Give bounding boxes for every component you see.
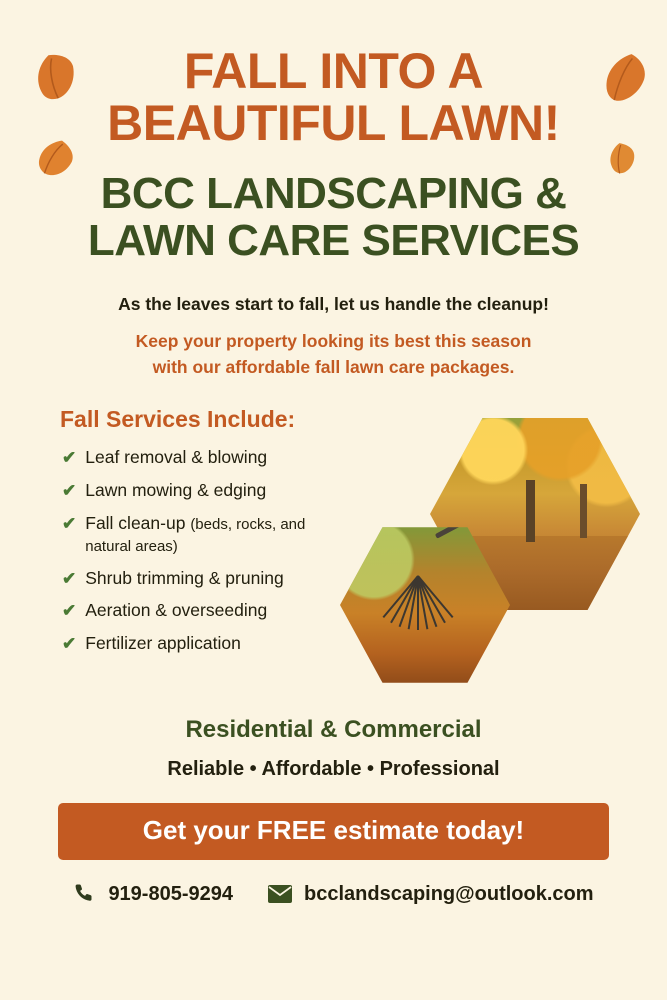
- check-icon: ✔: [62, 480, 77, 500]
- service-label: Fall clean-up: [85, 512, 191, 533]
- envelope-icon: [267, 883, 293, 905]
- email-address: bcclandscaping@outlook.com: [304, 882, 594, 905]
- services-section: [0, 406, 667, 706]
- page-title: [0, 0, 667, 149]
- headline-line-2: BEAUTIFUL LAWN!: [107, 94, 560, 151]
- service-label: Aeration & overseeding: [85, 600, 268, 621]
- tagline: As the leaves start to fall, let us handle the cleanup!: [118, 294, 549, 315]
- company-name-line-1: BCC LANDSCAPING &: [100, 169, 567, 218]
- check-icon: ✔: [62, 634, 77, 654]
- service-label: Fertilizer application: [85, 633, 241, 654]
- check-icon: ✔: [62, 568, 77, 588]
- services-heading: Fall Services Include:: [60, 406, 296, 432]
- company-name-line-2: LAWN CARE SERVICES: [87, 215, 580, 265]
- service-label: Lawn mowing & edging: [85, 479, 267, 500]
- phone-number: 919-805-9294: [108, 882, 233, 905]
- subtagline-line-1: Keep your property looking its best this season: [135, 331, 532, 352]
- check-icon: ✔: [62, 601, 77, 621]
- service-sublabel: (beds, rocks, and natural areas): [85, 515, 306, 555]
- residential-commercial-label: Residential & Commercial: [185, 716, 482, 743]
- subtagline: [0, 329, 667, 380]
- phone-contact[interactable]: [73, 882, 233, 906]
- check-icon: ✔: [62, 513, 77, 533]
- check-icon: ✔: [62, 448, 77, 467]
- service-label: Leaf removal & blowing: [85, 447, 268, 467]
- phone-icon: [73, 882, 97, 906]
- rake-icon: [374, 568, 460, 634]
- company-name: [0, 171, 667, 264]
- service-label: Shrub trimming & pruning: [85, 567, 284, 588]
- audience-band: [0, 716, 667, 781]
- cta-button[interactable]: Get your FREE estimate today!: [58, 803, 609, 860]
- traits-label: Reliable • Affordable • Professional: [167, 758, 500, 780]
- subtagline-line-2: with our affordable fall lawn care packages.: [152, 356, 515, 377]
- headline-line-1: FALL INTO A: [183, 43, 484, 99]
- email-contact[interactable]: [267, 883, 594, 906]
- contact-row: [0, 882, 667, 906]
